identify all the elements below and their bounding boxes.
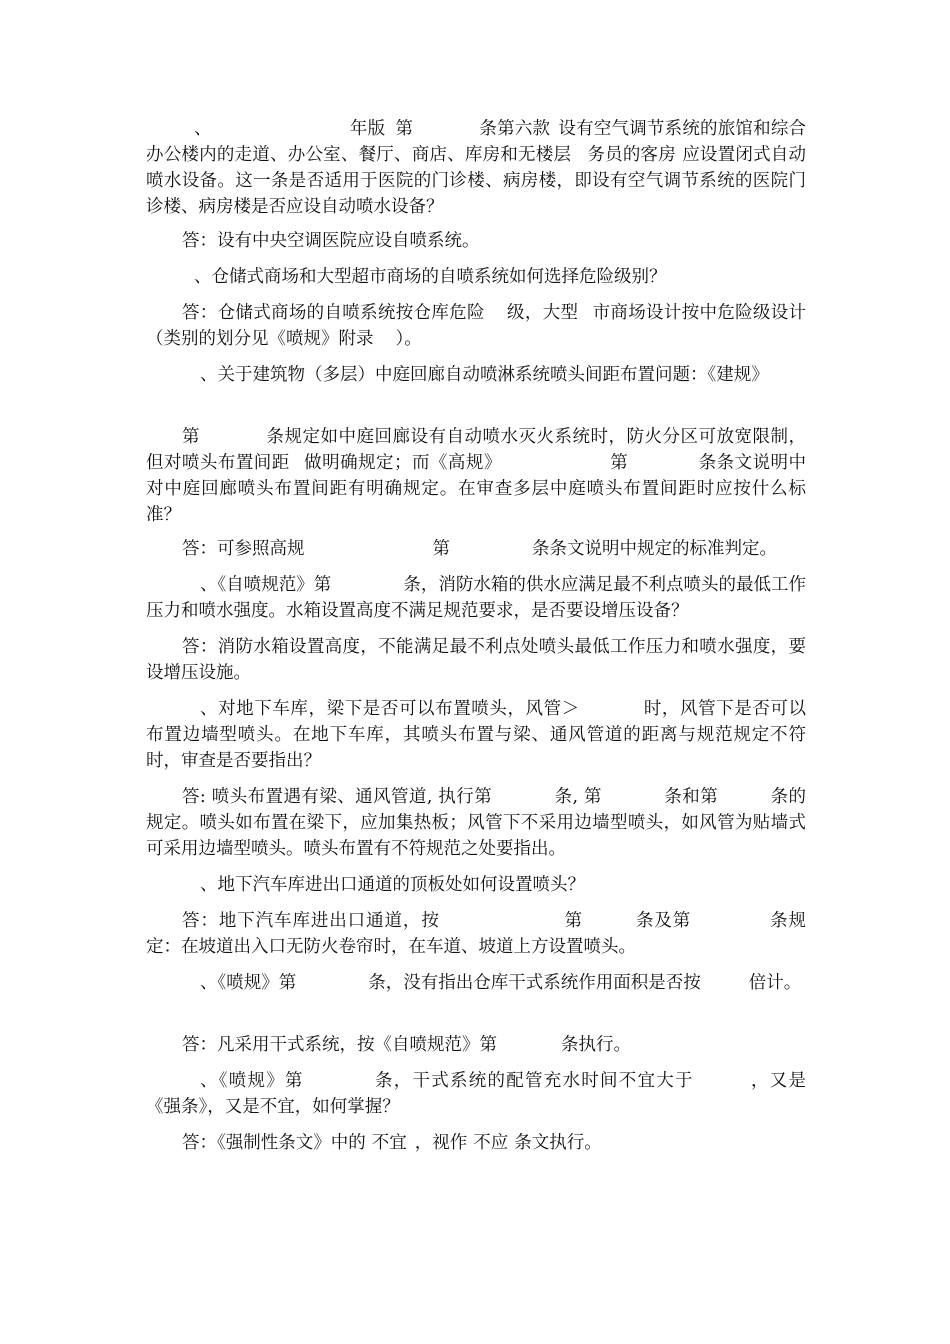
answer-paragraph: 答：《强制性条文》中的 不宜 ，视作 不应 条文执行。 [182,1133,602,1153]
answer-paragraph: 答：可参照高规 第 条条文说明中规定的标准判定。 [182,539,777,559]
answer-paragraph: 答：设有中央空调医院应设自喷系统。 [182,231,480,251]
question-paragraph: 、《喷规》第 条，干式系统的配管充水时间不宜大于 ，又是《强条》，又是不宜，如何掌握？ [146,1071,806,1117]
question-paragraph: 、关于建筑物（多层）中庭回廊自动喷淋系统喷头间距布置问题：《建规》 [200,365,769,385]
question-paragraph: 、地下汽车库进出口通道的顶板处如何设置喷头？ [200,875,585,895]
answer-paragraph: 答：凡采用干式系统，按《自喷规范》第 条执行。 [182,1035,631,1055]
question-paragraph: 、 年版 第 条第六款 设有空气调节系统的旅馆和综合办公楼内的走道、办公室、餐厅、商店、库房和无楼层 务员的客房 应设置闭式自动喷水设备。这一条是否适用于医院的门诊楼、病房楼，即设有空气调节系统的医院门诊楼、病房楼是否应设自动喷水设备？ [146,119,807,217]
question-paragraph: 、《喷规》第 条，没有指出仓库干式系统作用面积是否按 倍计。 [200,973,802,993]
answer-paragraph: 答：仓储式商场的自喷系统按仓库危险 级，大型 市商场设计按中危险级设计（类别的划分见《喷规》附录 ）。 [146,303,807,349]
question-paragraph: 、仓储式商场和大型超市商场的自喷系统如何选择危险级别？ [194,267,667,287]
question-paragraph: 、《自喷规范》第 条，消防水箱的供水应满足最不利点喷头的最低工作压力和喷水强度。水箱设置高度不满足规范要求，是否要设增压设备？ [146,575,807,621]
answer-paragraph: 答：消防水箱设置高度，不能满足最不利点处喷头最低工作压力和喷水强度，要设增压设施。 [146,637,806,683]
answer-paragraph: 答：地下汽车库进出口通道，按 第 条及第 条规定：在坡道出入口无防火卷帘时，在车道、坡道上方设置喷头。 [146,911,807,957]
question-paragraph: 第 条规定如中庭回廊设有自动喷水灭火系统时，防火分区可放宽限制，但对喷头布置间距 做明确规定；而《高规》 第 条条文说明中对中庭回廊喷头布置间距有明确规定。在审查多层中庭喷头布置间距时应按什么标准？ [146,427,807,525]
question-paragraph: 、对地下车库，梁下是否可以布置喷头，风管＞ 时，风管下是否可以布置边墙型喷头。在地下车库，其喷头布置与梁、通风管道的距离与规范规定不符时，审查是否要指出？ [146,699,807,771]
answer-paragraph: 答: 喷头布置遇有梁、通风管道, 执行第 条, 第 条和第 条的规定。喷头如布置在梁下，应加集热板；风管下不采用边墙型喷头，如风管为贴墙式可采用边墙型喷头。喷头布置有不符规范之处要指出。 [146,787,806,859]
